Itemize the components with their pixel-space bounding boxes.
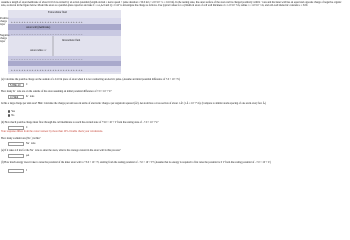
wall-label: Axon wall (membrane) [26, 26, 51, 29]
outer-fluid-label: Extracellular fluid [48, 11, 67, 14]
option-yes[interactable]: Yes [8, 110, 15, 113]
answer-e-unit: μA [26, 154, 30, 157]
answer-d-unit: C [26, 126, 28, 129]
membrane-upper [8, 24, 121, 30]
svg-text:− − − − − − − − − − − − − − −: − − − − − − − − − − − − − − − − − − − − − − − − − − − − [11, 57, 83, 61]
answer-b-input[interactable]: 3.72E9 [8, 95, 24, 99]
svg-text:+ + + + + + + + + + + + + + +: + + + + + + + + + + + + + + + + + + + + + + + + + + + + [11, 20, 83, 24]
axon-figure [1, 10, 350, 74]
negative-label: Negative charge layer [0, 34, 10, 43]
answer-f-unit: J [26, 169, 28, 172]
radius-label: Axon radius = r [30, 49, 47, 52]
answer-a-input[interactable]: 5.95E-10 [8, 83, 24, 87]
svg-text:+ + + + + + + + + + + + + + +: + + + + + + + + + + + + + + + + + + + + + + + + + + + + [11, 68, 83, 72]
answer-d2-unit: Na⁺ ions [26, 142, 36, 145]
answer-a-unit: C [26, 83, 28, 86]
svg-text:− − − − − − − − − − − − − − −: − − − − − − − − − − − − − − − − − − − − − − − − − − − − [11, 32, 83, 36]
question-c: Is this a large charge per unit area? Hint: Calculate the charge per unit area in terms of electronic charge e per angstrom squared (Å²). An atom has a cross section of about 1 Å² (1 Å = 10⁻¹⁰ m). (Compare to similar atoms spacing of one atom every few Å.) [1, 102, 267, 105]
intro-text: Assume a length of axon membrane of about 0.10 m is excited by an action potential (length excited = nerve speed × pulse duration = 50.0 m/s × 2.0×10⁻³ s = 0.10 m). In the resting state, the outer surface of the axon wall is charged positively with K⁺ ions and the inner wall has an equal and opposite charge of negative organic ions, as shown in the figure below. Model the axon as a parallel-plate capacitor and take C = κε₀A/d and Q = CΔV to investigate the charge as follows. Use typical values for a cylindrical axon of cell wall thickness d = 1.0×10⁻⁸ m, radius r = 1.0×10⁻⁵ m, and cell-wall dielectric constant κ = 3.00. [1, 1, 342, 8]
question-f: (f) How much energy does it take to raise the potential of the inner axon wall to +3.0 × 10⁻² V, starting from the resting potential of −7.0 × 10⁻² V? (Assume that no energy is required to first raise the potential to 0 V from the resting potential of −7.0 × 10⁻² V.) [1, 161, 271, 164]
radio-no[interactable] [8, 114, 10, 116]
question-d: (d) How much positive charge must flow through the cell membrane to reach the excited state of +3.0 × 10⁻² V from the resting state of −7.0 × 10⁻² V? [1, 121, 159, 124]
membrane-lower [8, 61, 121, 66]
answer-f-input[interactable] [8, 169, 24, 173]
radio-yes[interactable] [8, 110, 10, 112]
answer-b-unit: K⁺ ions [26, 95, 35, 98]
inner-fluid-label: Intracellular fluid [62, 39, 81, 42]
positive-label: Positive charge layer [0, 17, 9, 26]
option-no[interactable]: No [8, 114, 14, 117]
answer-e-input[interactable] [8, 154, 24, 158]
question-e: (e) If it takes 2.0 ms for the Na⁺ ions to enter the axon, what is the average current in the axon wall in this process? [1, 149, 121, 152]
question-b: How many K⁺ ions are on the outside of the axon assuming an initial potential difference of 7.0 × 10⁻² V? [1, 90, 112, 93]
answer-d-feedback: Your response differs from the correct answer by more than 10%. Double check your calculations. [1, 130, 103, 133]
answer-d2-input[interactable] [8, 142, 24, 146]
question-d2: How many sodium ions (Na⁺) is this? [1, 137, 41, 140]
question-a: (a) Calculate the positive charge on the outside of a 0.10 m piece of axon when it is not conducting an electric pulse. (Assume an initial potential difference of 7.0 × 10⁻² V.) [1, 78, 181, 81]
